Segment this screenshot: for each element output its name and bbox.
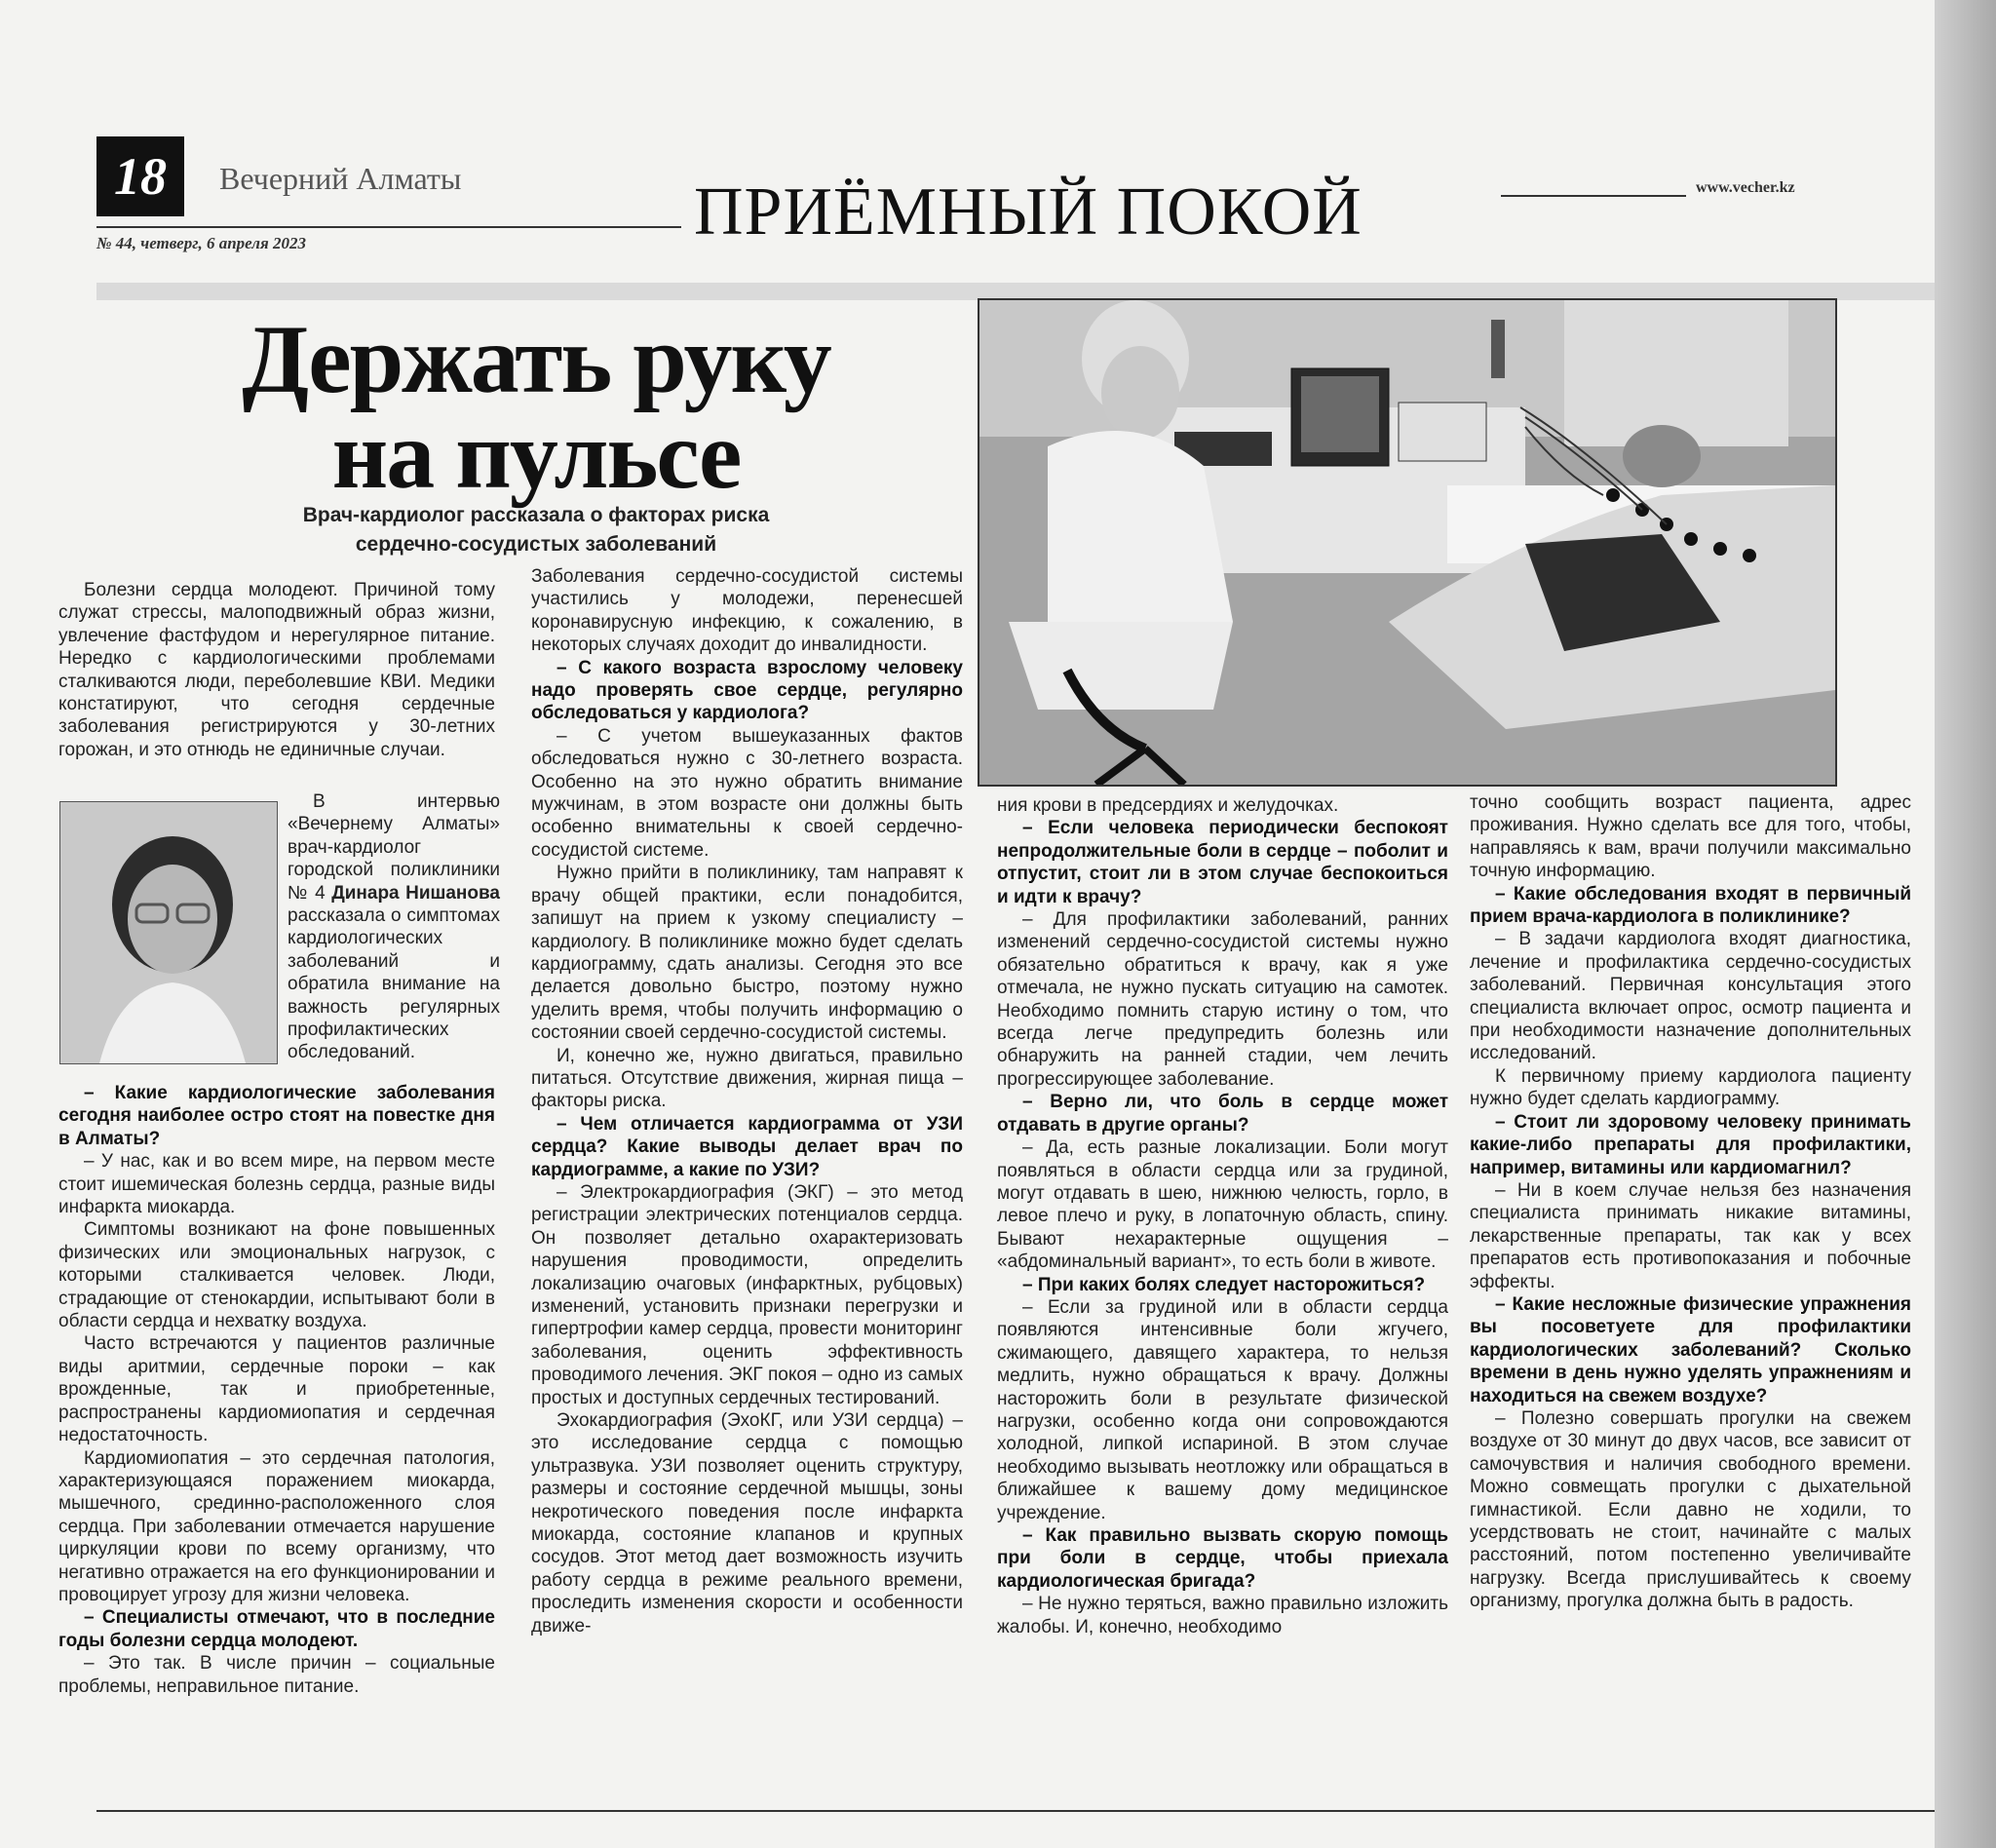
answer-paragraph: – У нас, как и во всем мире, на первом месте стоит ишемическая болезнь сердца, разные виды инфаркта миокарда. [58,1151,495,1218]
subhead-line-1: Врач-кардиолог рассказала о факторах риска [302,504,770,526]
question-10: – Стоит ли здоровому человеку принимать какие-либо препараты для профилактики, например, витамины или кардиомагнил? [1470,1111,1911,1178]
continued-paragraph: ния крови в предсердиях и желудочках. [997,795,1339,816]
doctor-portrait-illustration [60,802,277,1063]
headline-line-1: Держать руку [242,305,830,413]
question-5: – Если человека периодически беспокоят непродолжительные боли в сердце – поболит и отпустит, стоит ли в этом случае беспокоиться и идти к врачу? [997,818,1448,907]
column-1-intro [58,579,495,761]
answer-paragraph: – С учетом вышеуказанных фактов обследоваться нужно с 30-летнего возраста. Особенно на это нужно обратить внимание мужчинам, в этом возрасте они должны быть особенно внимательны к своей сердечно-сосудистой системе. [531,725,963,861]
answer-paragraph: – Полезно совершать прогулки на свежем воздухе от 30 минут до двух часов, все зависит от самочувствия и наличия свободного времени. Можно совмещать прогулки с дыхательной гимнастикой. Если давно не ходили, то усердствовать не стоит, начинайте с малых расстояний, потом постепенно увеличивайте нагрузку. Всегда прислушивайтесь к своему организму, прогулка должна быть в радость. [1470,1407,1911,1612]
intro-text-pre: В интервью «Вечернему Алматы» врач-кардиолог городской поликлиники № 4 [288,791,500,904]
answer-paragraph: Часто встречаются у пациентов различные виды аритмии, сердечные пороки – как врожденные, так и приобретенные, распространены кардиомиопатия и сердечная недостаточность. [58,1333,495,1446]
column-4 [1470,791,1911,1613]
doctor-portrait [59,801,278,1064]
continued-paragraph: Заболевания сердечно-сосудистой системы участились у молодежи, перенесшей коронавирусную инфекцию, к сожалению, в некоторых случаях доходит до инвалидности. [531,566,963,656]
adjacent-page-edge [1935,0,1996,1848]
page-number: 18 [96,136,184,216]
answer-paragraph: – Да, есть разные локализации. Боли могут появляться в области сердца или за грудиной, могут отдавать в шею, нижнюю челюсть, горло, в левое плечо и руку, в лопаточную область, спину. Бывают нехарактерные ощущения – «абдоминальный вариант», то есть боли в животе. [997,1137,1448,1273]
question-3: – С какого возраста взрослому человеку надо проверять свое сердце, регулярно обследоваться у кардиолога? [531,657,963,724]
answer-paragraph: – Для профилактики заболеваний, ранних изменений сердечно-сосудистой системы нужно обязательно обратиться к врачу, как я уже отмечала, не нужно пускать ситуацию на самотек. Необходимо помнить старую истину о том, что всегда легче предупредить болезнь или обнаружить на ранней стадии, чем лечить прогрессирующее заболевание. [997,909,1448,1090]
answer-paragraph: Кардиомиопатия – это сердечная патология, характеризующаяся поражением миокарда, мышечного, срединно-расположенного слоя сердца. При заболевании отмечается нарушение циркуляции крови по всему организму, что негативно отражается на его функционировании и провоцирует угрозу для жизни человека. [58,1447,495,1605]
ecg-photo [978,298,1837,787]
question-4: – Чем отличается кардиограмма от УЗИ сердца? Какие выводы делает врач по кардиограмме, а какие по УЗИ? [531,1113,963,1180]
section-title: ПРИЁМНЫЙ ПОКОЙ [694,174,1363,250]
answer-paragraph: – Ни в коем случае нельзя без назначения специалиста принимать никакие витамины, лекарственные препараты, так как у всех препаратов есть противопоказания и побочные эффекты. [1470,1179,1911,1292]
header-rule-right [1501,195,1686,197]
question-6: – Верно ли, что боль в сердце может отдавать в другие органы? [997,1092,1448,1136]
intro-text-post: рассказала о симптомах кардиологических заболеваний и обратила внимание на важность регулярных профилактических обследований. [288,905,500,1063]
column-3 [997,794,1448,1638]
interview-intro-paragraph [288,790,500,1064]
answer-paragraph: Нужно прийти в поликлинику, там направят к врачу общей практики, если понадобится, запишут на прием к узкому специалисту – кардиологу. В поликлинике можно будет сделать кардиограмму, сдать анализы. Сегодня это все делается довольно быстро, поэтому нужно уделить время, чтобы получить информацию о состоянии своей сердечно-сосудистой системы. [531,863,963,1044]
answer-paragraph: К первичному приему кардиолога пациенту нужно будет сделать кардиограмму. [1470,1065,1911,1110]
question-7: – При каких болях следует насторожиться? [1022,1274,1426,1295]
question-11: – Какие несложные физические упражнения вы посоветуете для профилактики кардиологических заболеваний? Сколько времени в день нужно уделять упражнениям и находиться на свежем воздухе? [1470,1293,1911,1406]
issue-line: № 44, четверг, 6 апреля 2023 [96,234,307,252]
article-subhead [224,501,848,559]
answer-paragraph: Симптомы возникают на фоне повышенных физических или эмоциональных нагрузок, с которыми сталкивается человек. Люди, страдающие от стенокардии, испытывают боли в области сердца и нехватку воздуха. [58,1219,495,1332]
answer-paragraph: И, конечно же, нужно двигаться, правильно питаться. Отсутствие движения, жирная пища – факторы риска. [531,1045,963,1112]
header-rule-left [96,226,681,228]
continued-paragraph: точно сообщить возраст пациента, адрес проживания. Нужно сделать все для того, чтобы, направляясь к вам, врачи получили максимально точную информацию. [1470,792,1911,882]
answer-paragraph: – Если за грудиной или в области сердца появляются интенсивные боли жгучего, сжимающего, давящего характера, то нельзя медлить, нужно обращаться к врачу. Должны насторожить боли в результате физической нагрузки, особенно когда они сопровождаются холодной, липкой испариной. В этом случае необходимо вызывать неотложку или обращаться в ближайшее к вашему дому медицинское учреждение. [997,1296,1448,1523]
column-1-body [58,1082,495,1698]
answer-paragraph: – Не нужно теряться, важно правильно изложить жалобы. И, конечно, необходимо [997,1594,1448,1637]
question-8: – Как правильно вызвать скорую помощь при боли в сердце, чтобы приехала кардиологическая бригада? [997,1525,1448,1592]
interview-intro [288,790,500,1064]
article-headline [195,305,877,509]
footer-rule [96,1810,1935,1812]
ecg-photo-illustration [979,300,1835,785]
answer-paragraph: – В задачи кардиолога входят диагностика, лечение и профилактика сердечно-сосудистых заболеваний. Первичная консультация этого специалиста включает опрос, осмотр пациента и при необходимости назначение дополнительных исследований. [1470,929,1911,1064]
question-9: – Какие обследования входят в первичный прием врача-кардиолога в поликлинике? [1470,883,1911,928]
question-1: – Какие кардиологические заболевания сегодня наиболее остро стоят на повестке дня в Алматы? [58,1083,495,1149]
headline-line-2: на пульсе [331,401,741,509]
masthead-logo: Вечерний Алматы [219,161,462,196]
subhead-line-2: сердечно-сосудистых заболеваний [355,533,717,556]
answer-paragraph: Эхокардиография (ЭхоКГ, или УЗИ сердца) – это исследование сердца с помощью ультразвука. УЗИ позволяет оценить структуру, размеры и состояние сердечной мышцы, зоны некротического поведения после инфаркта миокарда, состояние клапанов и крупных сосудов. Этот метод дает возможность изучить работу сердца в режиме реального времени, проследить изменения скорости и особенности движе- [531,1410,963,1636]
column-2 [531,565,963,1637]
answer-paragraph: – Это так. В числе причин – социальные проблемы, неправильное питание. [58,1653,495,1697]
answer-paragraph: – Электрокардиография (ЭКГ) – это метод регистрации электрических потенциалов сердца. Он позволяет детально охарактеризовать нарушения проводимости, определить локализацию очаговых (инфарктных, рубцовых) изменений, установить признаки перегрузки и гипертрофии камер сердца, провести мониторинг заболевания, оценить эффективность проводимого лечения. ЭКГ покоя – одно из самых простых и доступных сердечных тестирований. [531,1181,963,1408]
doctor-name: Динара Нишанова [331,882,501,904]
question-2: – Специалисты отмечают, что в последние годы болезни сердца молодеют. [58,1607,495,1651]
intro-paragraph: Болезни сердца молодеют. Причиной тому служат стрессы, малоподвижный образ жизни, увлечение фастфудом и нерегулярное питание. Нередко с кардиологическими проблемами сталкиваются люди, переболевшие КВИ. Медики констатируют, что сегодня сердечные заболевания регистрируются у 30-летних горожан, и это отнюдь не единичные случаи. [58,580,495,760]
website-url: www.vecher.kz [1696,179,1795,196]
